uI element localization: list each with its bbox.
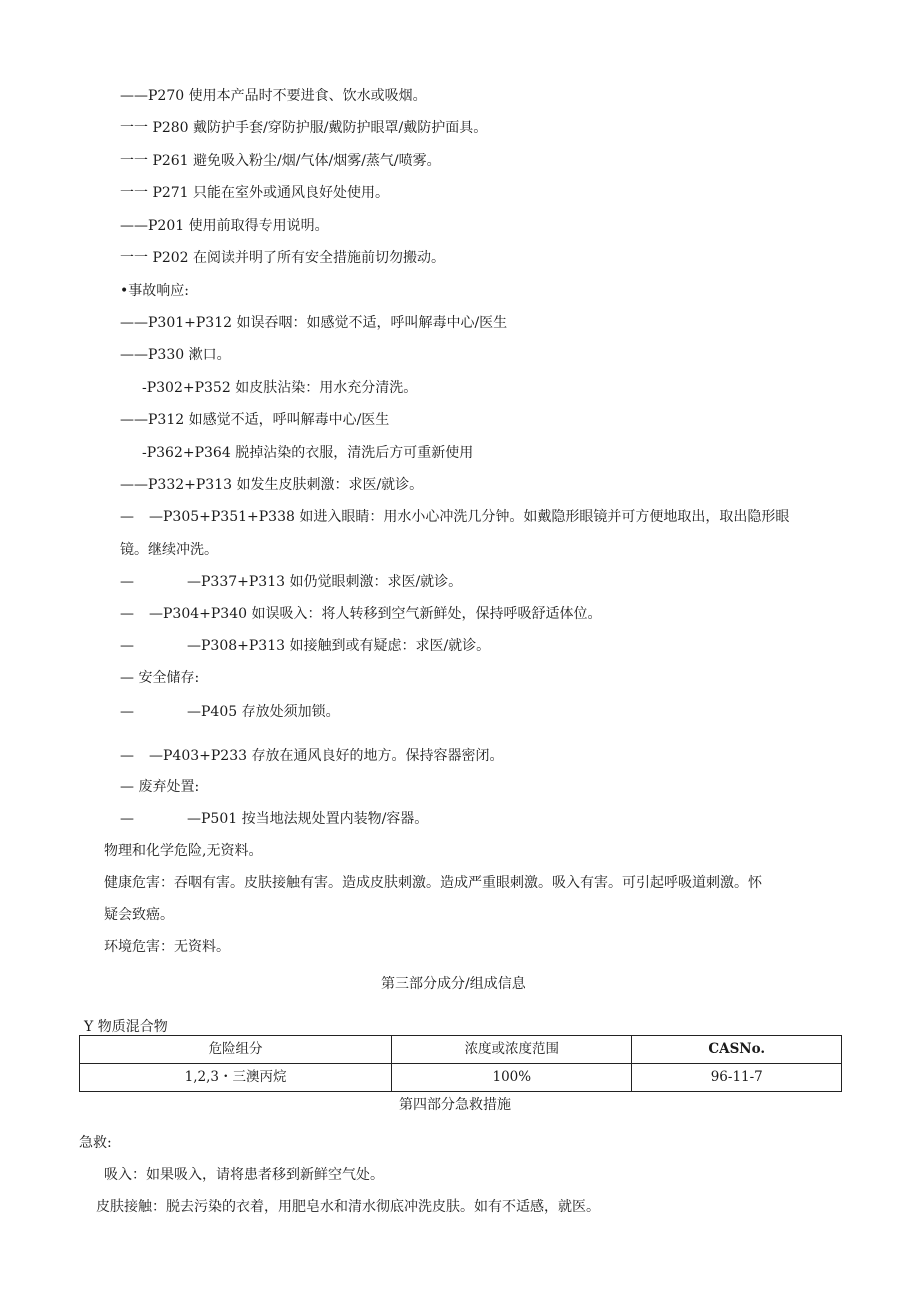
response-p301: ——P301+P312 如误吞咽：如感觉不适，呼叫解毒中心/医生 [120, 315, 508, 331]
response-p337: —P337+P313 如仍觉眼刺激：求医/就诊。 [187, 574, 463, 590]
precaution-p202: 一一 P202 在阅读并明了所有安全措施前切勿搬动。 [120, 250, 446, 266]
response-p332: ——P332+P313 如发生皮肤刺激：求医/就诊。 [120, 477, 424, 493]
health-hazard-continued: 疑会致癌。 [104, 907, 174, 923]
response-p304: —P304+P340 如误吸入：将人转移到空气新鲜处，保持呼吸舒适体位。 [149, 606, 602, 622]
table-cell-component: 1,2,3・三澳丙烷 [80, 1064, 392, 1092]
disposal-p501-dash: — [120, 811, 134, 827]
table-header-row [80, 1036, 842, 1064]
response-p308-dash: — [120, 638, 134, 654]
response-p308: —P308+P313 如接触到或有疑虑：求医/就诊。 [187, 638, 491, 654]
table-row [80, 1064, 842, 1092]
response-p312: ——P312 如感觉不适，呼叫解毒中心/医生 [120, 412, 390, 428]
storage-p405-dash: — [120, 704, 134, 720]
storage-p405: —P405 存放处须加锁。 [187, 704, 340, 720]
first-aid-skin: 皮肤接触：脱去污染的衣着，用肥皂水和清水彻底冲洗皮肤。如有不适感，就医。 [96, 1199, 600, 1215]
response-p304-dash: — [120, 606, 134, 622]
composition-table [79, 1035, 842, 1092]
table-header-cas: CASNo. [632, 1036, 842, 1064]
physical-hazard: 物理和化学危险,无资料。 [104, 843, 263, 859]
precaution-p270: ——P270 使用本产品时不要进食、饮水或吸烟。 [120, 88, 427, 104]
section3-title: 第三部分成分/组成信息 [381, 976, 526, 992]
response-p330: ——P330 漱口。 [120, 347, 231, 363]
response-p305-continued: 镜。继续冲洗。 [120, 542, 218, 558]
health-hazard: 健康危害：吞咽有害。皮肤接触有害。造成皮肤刺激。造成严重眼刺激。吸入有害。可引起呼吸道刺激。怀 [104, 875, 762, 891]
storage-heading: — 安全储存: [120, 670, 200, 686]
storage-p403-dash: — [120, 748, 134, 764]
table-cell-cas: 96-11-7 [632, 1064, 842, 1092]
section4-title: 第四部分急救措施 [399, 1097, 511, 1113]
table-header-component: 危险组分 [80, 1036, 392, 1064]
storage-p403: —P403+P233 存放在通风良好的地方。保持容器密闭。 [149, 748, 504, 764]
disposal-heading: — 废弃处置: [120, 779, 200, 795]
response-p362: -P362+P364 脱掉沾染的衣服，清洗后方可重新使用 [142, 445, 474, 461]
mixture-label: Y 物质混合物 [84, 1019, 168, 1035]
precaution-p201: ——P201 使用前取得专用说明。 [120, 218, 329, 234]
disposal-p501: —P501 按当地法规处置内装物/容器。 [187, 811, 429, 827]
response-p337-dash: — [120, 574, 134, 590]
first-aid-inhalation: 吸入：如果吸入，请将患者移到新鲜空气处。 [104, 1167, 384, 1183]
precaution-p280: 一一 P280 戴防护手套/穿防护服/戴防护眼罩/戴防护面具。 [120, 120, 488, 136]
environment-hazard: 环境危害：无资料。 [104, 939, 230, 955]
response-p302: -P302+P352 如皮肤沾染：用水充分清洗。 [142, 380, 418, 396]
precaution-p261: 一一 P261 避免吸入粉尘/烟/气体/烟雾/蒸气/喷雾。 [120, 153, 441, 169]
first-aid-heading: 急救: [79, 1135, 112, 1151]
table-header-concentration: 浓度或浓度范围 [392, 1036, 632, 1064]
table-cell-concentration: 100% [392, 1064, 632, 1092]
precaution-p271: 一一 P271 只能在室外或通风良好处使用。 [120, 185, 390, 201]
response-heading: •事故响应: [120, 283, 189, 299]
response-p305: —P305+P351+P338 如进入眼睛：用水小心冲洗几分钟。如戴隐形眼镜并可方便地取出，取出隐形眼 [149, 509, 790, 525]
response-p305-dash: — [120, 509, 134, 525]
